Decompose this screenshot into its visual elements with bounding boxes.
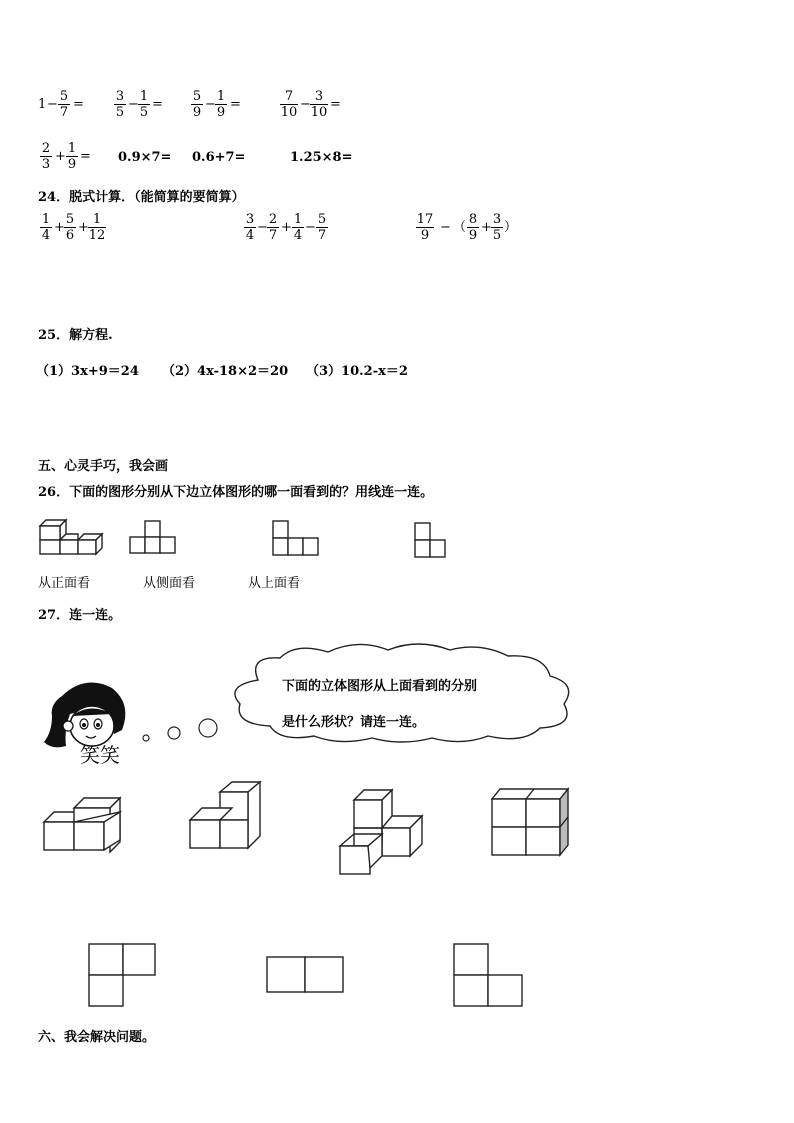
q26-view-a <box>130 520 176 554</box>
fraction: $\frac{5}{7}$ <box>317 212 327 243</box>
calc-item: 0.9×7= <box>118 150 172 165</box>
q26-view-c <box>414 522 448 560</box>
fraction: $\frac{2}{3}$ <box>41 141 51 172</box>
calc-item: 0.6+7= <box>192 150 246 165</box>
fraction: $\frac{1}{4}$ <box>293 212 303 243</box>
left-paren: （ <box>453 220 467 235</box>
q25-title: 25．解方程. <box>38 328 113 343</box>
operator: + <box>481 220 492 235</box>
fraction: $\frac{1}{12}$ <box>88 212 106 243</box>
fraction: $\frac{1}{4}$ <box>41 212 51 243</box>
equals-sign: = <box>152 97 163 112</box>
thought-dots <box>140 714 220 744</box>
fraction: $\frac{2}{7}$ <box>268 212 278 243</box>
lead-number: 1 <box>38 97 47 112</box>
fraction: $\frac{7}{10}$ <box>280 89 298 120</box>
q26-title: 26．下面的图形分别从下边立体图形的哪一面看到的？用线连一连。 <box>38 485 434 500</box>
fraction: $\frac{5}{6}$ <box>65 212 75 243</box>
character-name: 笑笑 <box>80 743 120 767</box>
calc-item: 1.25×8= <box>290 150 353 165</box>
operator: − <box>205 97 216 112</box>
view-label-front: 从正面看 <box>38 576 91 591</box>
equals-sign: = <box>80 149 91 164</box>
q27-title: 27．连一连。 <box>38 608 122 623</box>
fraction: $\frac{17}{9}$ <box>416 212 434 243</box>
fraction: $\frac{3}{5}$ <box>492 212 502 243</box>
bubble-text-line-2: 是什么形状？请连一连。 <box>282 715 426 730</box>
fraction: $\frac{5}{9}$ <box>192 89 202 120</box>
q24-title: 24．脱式计算．（能简算的要简算） <box>38 190 245 205</box>
equals-sign: = <box>73 97 84 112</box>
equals-sign: = <box>330 97 341 112</box>
operator: − <box>300 97 311 112</box>
equation-1: （1）3x+9＝24 <box>36 364 139 379</box>
equals-sign: = <box>230 97 241 112</box>
q27-solid-1 <box>42 796 122 854</box>
q26-solid-figure <box>38 512 102 556</box>
operator: − <box>128 97 139 112</box>
operator: − <box>257 220 268 235</box>
fraction: $\frac{3}{4}$ <box>245 212 255 243</box>
operator: − <box>305 220 316 235</box>
operator: + <box>55 149 66 164</box>
bubble-text-line-1: 下面的立体图形从上面看到的分别 <box>282 679 478 694</box>
q27-solid-4 <box>490 787 570 859</box>
q27-top-view-2 <box>265 955 347 995</box>
minus-sign: − <box>47 97 58 112</box>
fraction: $\frac{5}{7}$ <box>59 89 69 120</box>
operator: − <box>440 220 451 235</box>
q27-solid-3 <box>338 788 428 876</box>
view-label-top: 从上面看 <box>248 576 301 591</box>
q26-view-b <box>272 520 320 556</box>
section-6-title: 六、我会解决问题。 <box>38 1030 156 1045</box>
q27-solid-2 <box>188 778 264 852</box>
q27-top-view-1 <box>87 942 159 1008</box>
fraction: $\frac{1}{9}$ <box>67 141 77 172</box>
operator: + <box>54 220 65 235</box>
operator: + <box>281 220 292 235</box>
right-paren: ） <box>504 220 518 235</box>
fraction: $\frac{3}{10}$ <box>310 89 328 120</box>
section-5-title: 五、心灵手巧，我会画 <box>38 459 169 474</box>
q27-top-view-3 <box>452 942 526 1008</box>
fraction: $\frac{1}{9}$ <box>216 89 226 120</box>
fraction: $\frac{1}{5}$ <box>139 89 149 120</box>
fraction: $\frac{8}{9}$ <box>468 212 478 243</box>
fraction: $\frac{3}{5}$ <box>115 89 125 120</box>
view-label-side: 从侧面看 <box>143 576 196 591</box>
operator: + <box>78 220 89 235</box>
equation-3: （3）10.2-x＝2 <box>306 364 408 379</box>
equation-2: （2）4x-18×2＝20 <box>162 364 289 379</box>
